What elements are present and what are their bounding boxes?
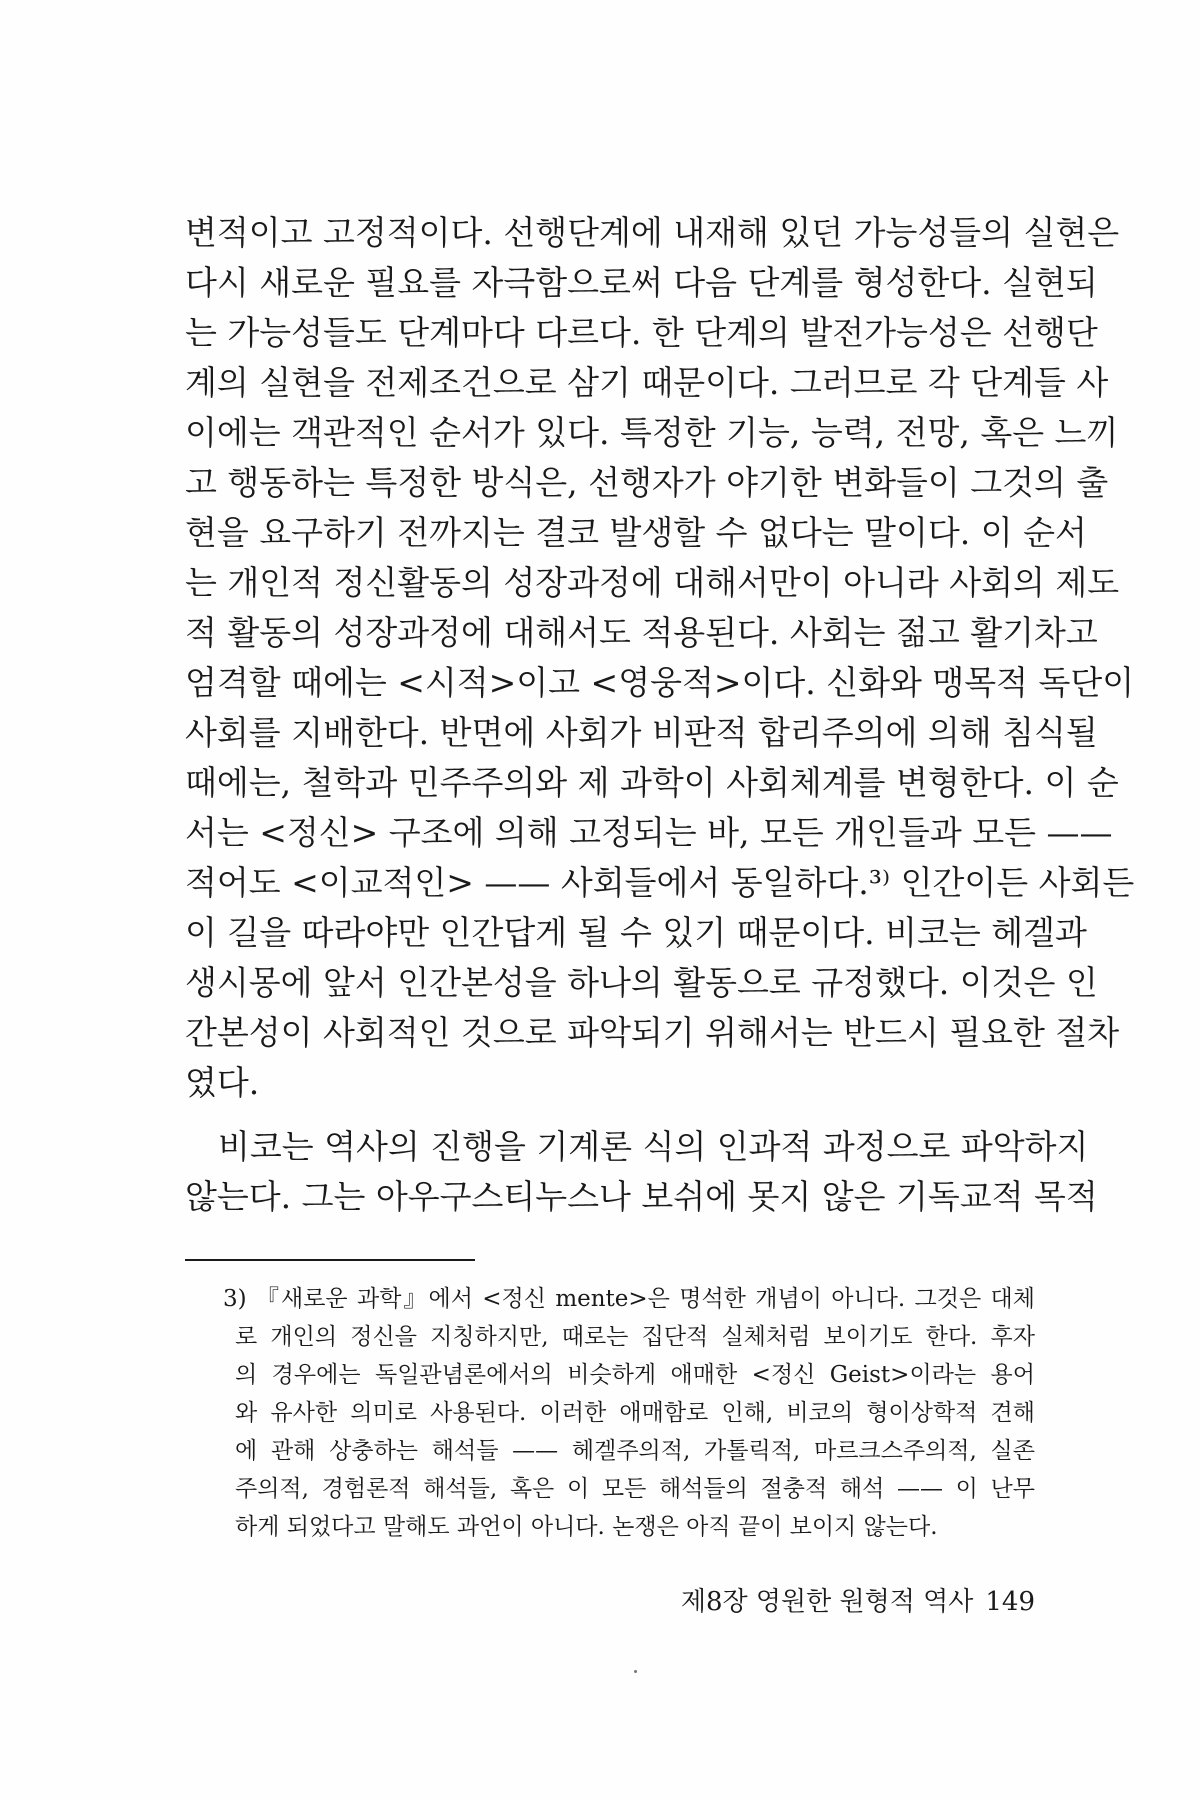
text-line: 때에는, 철학과 민주주의와 제 과학이 사회체계를 변형한다. 이 순 <box>185 763 1119 802</box>
footnote <box>223 1280 1035 1546</box>
chapter-title: 제8장 영원한 원형적 역사 <box>680 1587 974 1617</box>
text-line: 간본성이 사회적인 것으로 파악되기 위해서는 반드시 필요한 절차 <box>185 1013 1120 1052</box>
main-text <box>185 208 1135 1222</box>
text-line: 엄격할 때에는 <시적>이고 <영웅적>이다. 신화와 맹목적 독단이 <box>185 663 1135 702</box>
text-line: 계의 실현을 전제조건으로 삼기 때문이다. 그러므로 각 단계들 사 <box>185 363 1109 402</box>
text-line: 변적이고 고정적이다. 선행단계에 내재해 있던 가능성들의 실현은 <box>185 213 1120 252</box>
footnote-divider <box>185 1259 475 1261</box>
footnote-line: 3) 『새로운 과학』에서 <정신 mente>은 명석한 개념이 아니다. 그것은 대체 <box>223 1286 1035 1312</box>
text-line: 사회를 지배한다. 반면에 사회가 비판적 합리주의에 의해 침식될 <box>185 713 1098 752</box>
text-line: 는 가능성들도 단계마다 다르다. 한 단계의 발전가능성은 선행단 <box>185 313 1098 352</box>
text-line: 않는다. 그는 아우구스티누스나 보쉬에 못지 않은 기독교적 목적 <box>185 1177 1098 1216</box>
paragraph-first-line: 비코는 역사의 진행을 기계론 식의 인과적 과정으로 파악하지 <box>218 1127 1089 1166</box>
footnote-line: 의 경우에는 독일관념론에서의 비슷하게 애매한 <정신 Geist>이라는 용어 <box>235 1362 1035 1388</box>
text-line: 였다. <box>185 1063 260 1102</box>
text-line: 다시 새로운 필요를 자극함으로써 다음 단계를 형성한다. 실현되 <box>185 263 1098 302</box>
text-line: 생시몽에 앞서 인간본성을 하나의 활동으로 규정했다. 이것은 인 <box>185 963 1098 1002</box>
text-line: 는 개인적 정신활동의 성장과정에 대해서만이 아니라 사회의 제도 <box>185 563 1120 602</box>
footnote-line: 주의적, 경험론적 해석들, 혹은 이 모든 해석들의 절충적 해석 —— 이 난무 <box>235 1476 1035 1502</box>
scan-speck <box>634 1670 637 1673</box>
running-footer <box>645 1584 1035 1620</box>
page-number: 149 <box>985 1587 1035 1617</box>
text-line: 적 활동의 성장과정에 대해서도 적용된다. 사회는 젊고 활기차고 <box>185 613 1098 652</box>
footnote-line: 로 개인의 정신을 지칭하지만, 때로는 집단적 실체처럼 보이기도 한다. 후자 <box>235 1324 1035 1350</box>
text-line: 이 길을 따라야만 인간답게 될 수 있기 때문이다. 비코는 헤겔과 <box>185 913 1087 952</box>
text-line: 적어도 <이교적인> —— 사회들에서 동일하다.³⁾ 인간이든 사회든 <box>185 863 1135 902</box>
text-line: 현을 요구하기 전까지는 결코 발생할 수 없다는 말이다. 이 순서 <box>185 513 1087 552</box>
text-line: 서는 <정신> 구조에 의해 고정되는 바, 모든 개인들과 모든 —— <box>185 813 1113 852</box>
footnote-line: 와 유사한 의미로 사용된다. 이러한 애매함로 인해, 비코의 형이상학적 견해 <box>235 1400 1035 1426</box>
footnote-line: 에 관해 상충하는 해석들 —— 헤겔주의적, 가톨릭적, 마르크스주의적, 실존 <box>235 1438 1035 1464</box>
footnote-line: 하게 되었다고 말해도 과언이 아니다. 논쟁은 아직 끝이 보이지 않는다. <box>235 1514 938 1540</box>
text-line: 고 행동하는 특정한 방식은, 선행자가 야기한 변화들이 그것의 출 <box>185 463 1109 502</box>
text-line: 이에는 객관적인 순서가 있다. 특정한 기능, 능력, 전망, 혹은 느끼 <box>185 413 1119 452</box>
